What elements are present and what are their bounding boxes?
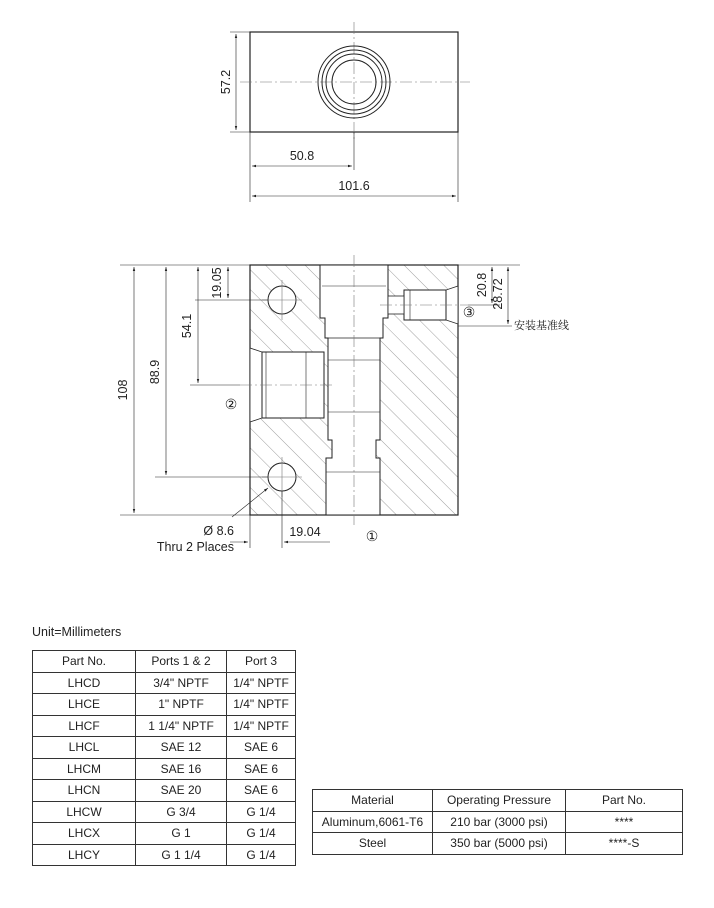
- dim-port3-b: 28.72: [491, 278, 505, 310]
- table-row: [313, 811, 683, 833]
- dim-top-height: 57.2: [219, 69, 233, 95]
- material-table-body: [313, 811, 683, 854]
- dim-side-offset: 19.04: [289, 525, 321, 539]
- table-cell: 1 1/4" NPTF: [136, 715, 227, 737]
- table-cell: 3/4" NPTF: [136, 672, 227, 694]
- table-row: [33, 758, 296, 780]
- table-cell: G 1 1/4: [136, 844, 227, 866]
- parts-table-body: [33, 672, 296, 866]
- table-row: [33, 801, 296, 823]
- dim-port2-height: 54.1: [180, 313, 194, 339]
- parts-table-header-cell: Part No.: [33, 651, 136, 673]
- section-view: [120, 255, 520, 548]
- table-cell: G 1: [136, 823, 227, 845]
- table-row: [33, 780, 296, 802]
- table-cell: 1/4" NPTF: [227, 672, 296, 694]
- ref-line-label: 安装基准线: [514, 320, 569, 332]
- table-row: [33, 737, 296, 759]
- parts-table-header-cell: Ports 1 & 2: [136, 651, 227, 673]
- table-cell: G 1/4: [227, 801, 296, 823]
- dim-lower-hole: 88.9: [148, 359, 162, 385]
- dim-total-height: 108: [116, 379, 130, 401]
- dim-hole-diameter: Ø 8.6: [203, 524, 234, 538]
- table-cell: SAE 6: [227, 780, 296, 802]
- table-row: [313, 833, 683, 855]
- table-row: [33, 715, 296, 737]
- table-cell: 1/4" NPTF: [227, 715, 296, 737]
- port-label-3: ③: [462, 304, 476, 320]
- table-cell: LHCF: [33, 715, 136, 737]
- table-row: [33, 823, 296, 845]
- table-cell: G 3/4: [136, 801, 227, 823]
- table-cell: G 1/4: [227, 844, 296, 866]
- material-table-header-cell: Part No.: [566, 790, 683, 812]
- table-cell: ****: [566, 811, 683, 833]
- table-cell: LHCX: [33, 823, 136, 845]
- table-cell: LHCL: [33, 737, 136, 759]
- table-cell: G 1/4: [227, 823, 296, 845]
- table-row: [33, 694, 296, 716]
- table-cell: 1" NPTF: [136, 694, 227, 716]
- table-cell: SAE 6: [227, 737, 296, 759]
- material-table-header: [313, 790, 683, 812]
- table-row: [33, 844, 296, 866]
- table-cell: SAE 20: [136, 780, 227, 802]
- parts-table: [32, 650, 296, 866]
- top-view: [230, 22, 470, 202]
- parts-table-header-cell: Port 3: [227, 651, 296, 673]
- dim-port3-a: 20.8: [475, 272, 489, 298]
- table-cell: LHCY: [33, 844, 136, 866]
- port-label-1: ①: [365, 528, 379, 544]
- material-table-header-cell: Operating Pressure: [433, 790, 566, 812]
- material-table: [312, 789, 683, 855]
- table-cell: SAE 16: [136, 758, 227, 780]
- table-cell: LHCM: [33, 758, 136, 780]
- table-row: [33, 672, 296, 694]
- table-cell: SAE 6: [227, 758, 296, 780]
- dim-port-top-offset: 19.05: [210, 267, 224, 299]
- unit-label: Unit=Millimeters: [32, 625, 122, 639]
- table-cell: Steel: [313, 833, 433, 855]
- table-cell: 210 bar (3000 psi): [433, 811, 566, 833]
- dim-top-total-width: 101.6: [338, 179, 370, 193]
- table-cell: SAE 12: [136, 737, 227, 759]
- parts-table-header: [33, 651, 296, 673]
- table-cell: Aluminum,6061-T6: [313, 811, 433, 833]
- table-cell: 350 bar (5000 psi): [433, 833, 566, 855]
- table-cell: LHCN: [33, 780, 136, 802]
- dim-top-center-width: 50.8: [289, 149, 315, 163]
- table-cell: ****-S: [566, 833, 683, 855]
- table-cell: 1/4" NPTF: [227, 694, 296, 716]
- table-cell: LHCW: [33, 801, 136, 823]
- material-table-header-cell: Material: [313, 790, 433, 812]
- table-cell: LHCE: [33, 694, 136, 716]
- table-cell: LHCD: [33, 672, 136, 694]
- hole-note: Thru 2 Places: [156, 540, 234, 554]
- port-label-2: ②: [224, 396, 238, 412]
